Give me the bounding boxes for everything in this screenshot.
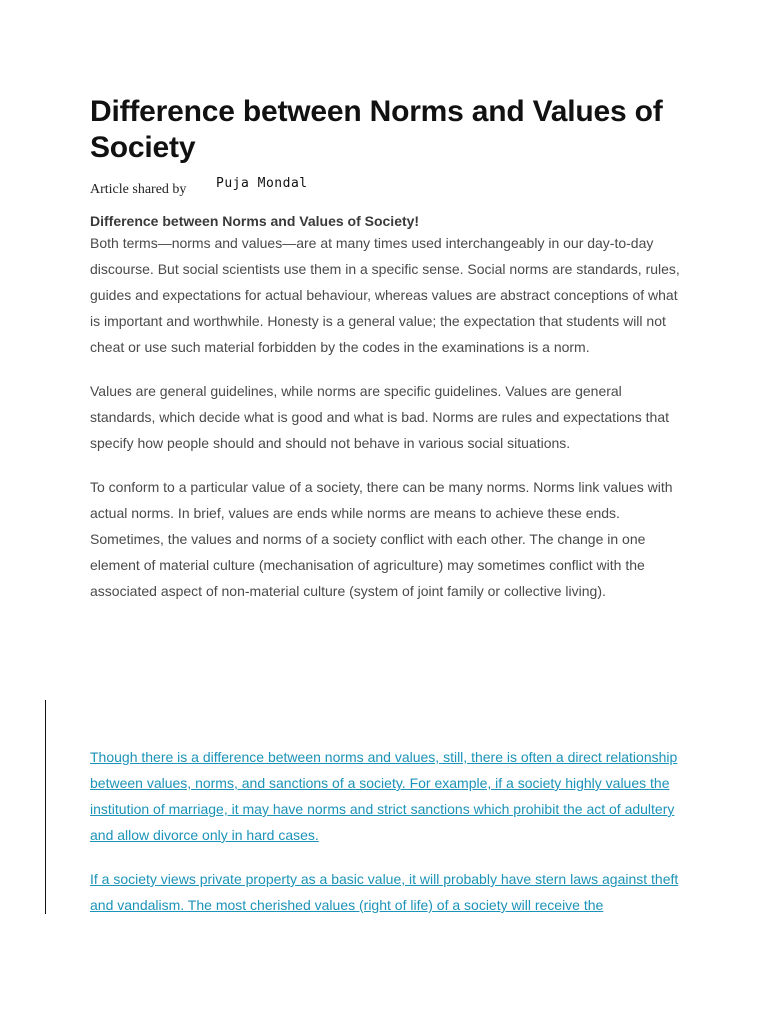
linked-paragraph[interactable]: Though there is a difference between norms and values, still, there is often a direct relationship between values, norms, and sanctions of a society. For example, if a society highly values the institution of marriage, it may have norms and strict sanctions which prohibit the act of adultery and allow divorce only in hard cases. [90, 749, 678, 843]
author-name: Puja Mondal [216, 176, 308, 191]
linked-section [90, 744, 680, 918]
paragraph: Values are general guidelines, while norms are specific guidelines. Values are general standards, which decide what is good and what is bad. Norms are rules and expectations that specify how people should and should not behave in various social situations. [90, 383, 669, 451]
linked-paragraph[interactable]: If a society views private property as a basic value, it will probably have stern laws against theft and vandalism. The most cherished values (right of life) of a society will receive the [90, 871, 679, 913]
byline [90, 176, 680, 198]
margin-divider [45, 700, 46, 914]
paragraph: To conform to a particular value of a society, there can be many norms. Norms link values with actual norms. In brief, values are ends while norms are means to achieve these ends. Sometimes, the values and norms of a society conflict with each other. The change in one element of material culture (mechanisation of agriculture) may sometimes conflict with the associated aspect of non-material culture (system of joint family or collective living). [90, 479, 673, 599]
paragraph: Both terms—norms and values—are at many times used interchangeably in our day-to-day discourse. But social scientists use them in a specific sense. Social norms are standards, rules, guides and expectations for actual behaviour, whereas values are abstract conceptions of what is important and worthwhile. Honesty is a general value; the expectation that students will not cheat or use such material forbidden by the codes in the examinations is a norm. [90, 235, 680, 355]
article-body [90, 94, 680, 604]
page-title: Difference between Norms and Values of Society [90, 95, 663, 164]
article-subheading: Difference between Norms and Values of Society! [90, 213, 420, 229]
byline-label: Article shared by [90, 182, 187, 197]
